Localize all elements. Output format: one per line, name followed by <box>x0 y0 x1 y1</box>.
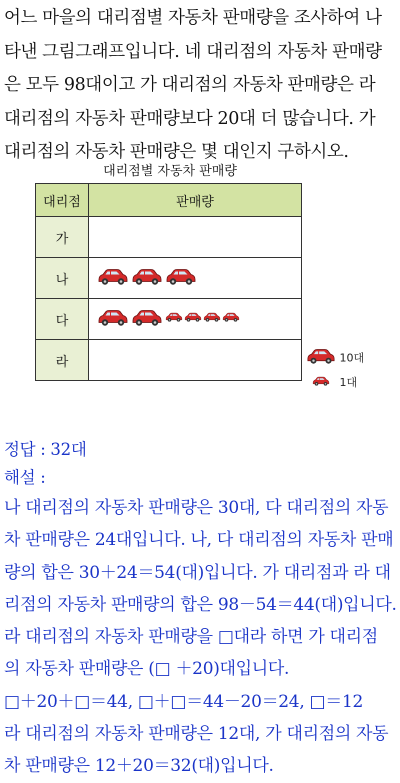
store-name: 가 <box>36 217 89 258</box>
legend-small-label: 1대 <box>339 376 358 389</box>
legend-small <box>312 374 357 390</box>
answer-section <box>4 436 400 783</box>
explanation-body <box>4 492 400 783</box>
problem-line: 어느 마을의 대리점별 자동차 판매량을 조사하여 나 <box>4 8 382 28</box>
small-car-icon <box>222 311 240 327</box>
big-car-icon <box>165 266 197 291</box>
answer-line: 정답 : 32대 <box>4 440 87 459</box>
explanation-line: 량의 합은 30＋24＝54(대)입니다. 가 대리점과 라 대 <box>4 562 391 583</box>
explanation-line: 라 대리점의 자동차 판매량을 □대라 하면 가 대리점 <box>4 627 378 648</box>
picture-graph <box>35 183 302 381</box>
header-store: 대리점 <box>36 184 89 217</box>
problem-line: 은 모두 98대이고 가 대리점의 자동차 판매량은 라 <box>4 75 376 95</box>
sales-cell <box>89 258 302 299</box>
graph-title: 대리점별 자동차 판매량 <box>103 164 237 179</box>
big-car-icon <box>97 266 129 291</box>
explanation-line: □＋20＋□＝44, □＋□＝44－20＝24, □＝12 <box>4 691 364 712</box>
problem-text <box>4 2 398 170</box>
explanation-line: 의 자동차 판매량은 (□ ＋20)대입니다. <box>4 659 290 680</box>
explanation-label: 해설 : <box>4 468 46 487</box>
big-car-icon <box>97 307 129 332</box>
explanation-line: 차 판매량은 24대입니다. 나, 다 대리점의 자동차 판매 <box>4 530 394 551</box>
small-car-icon <box>312 375 330 390</box>
big-car-icon <box>306 346 336 369</box>
store-name: 다 <box>36 299 89 340</box>
problem-line: 대리점의 자동차 판매량은 몇 대인지 구하시오. <box>4 142 349 162</box>
problem-line: 대리점의 자동차 판매량보다 20대 더 많습니다. 가 <box>4 108 376 129</box>
small-car-icon <box>165 311 183 327</box>
explanation-line: 라 대리점의 자동차 판매량은 12대, 가 대리점의 자동 <box>4 724 389 745</box>
big-car-icon <box>131 307 163 332</box>
problem-line: 타낸 그림그래프입니다. 네 대리점의 자동차 판매량 <box>4 41 382 62</box>
small-car-icon <box>203 311 221 327</box>
sales-cell <box>89 299 302 340</box>
small-car-icon <box>184 311 202 327</box>
explanation-line: 차 판매량은 12＋20＝32(대)입니다. <box>4 756 274 777</box>
big-car-icon <box>131 266 163 291</box>
explanation-line: 나 대리점의 자동차 판매량은 30대, 다 대리점의 자동 <box>4 498 389 518</box>
store-name: 라 <box>36 340 89 381</box>
store-name: 나 <box>36 258 89 299</box>
header-sales: 판매량 <box>89 184 302 217</box>
explanation-line: 리점의 자동차 판매량의 합은 98－54＝44(대)입니다. <box>4 594 397 615</box>
sales-cell <box>89 340 302 381</box>
legend-big-label: 10대 <box>339 351 365 365</box>
sales-cell <box>89 217 302 258</box>
legend-big <box>306 346 364 369</box>
